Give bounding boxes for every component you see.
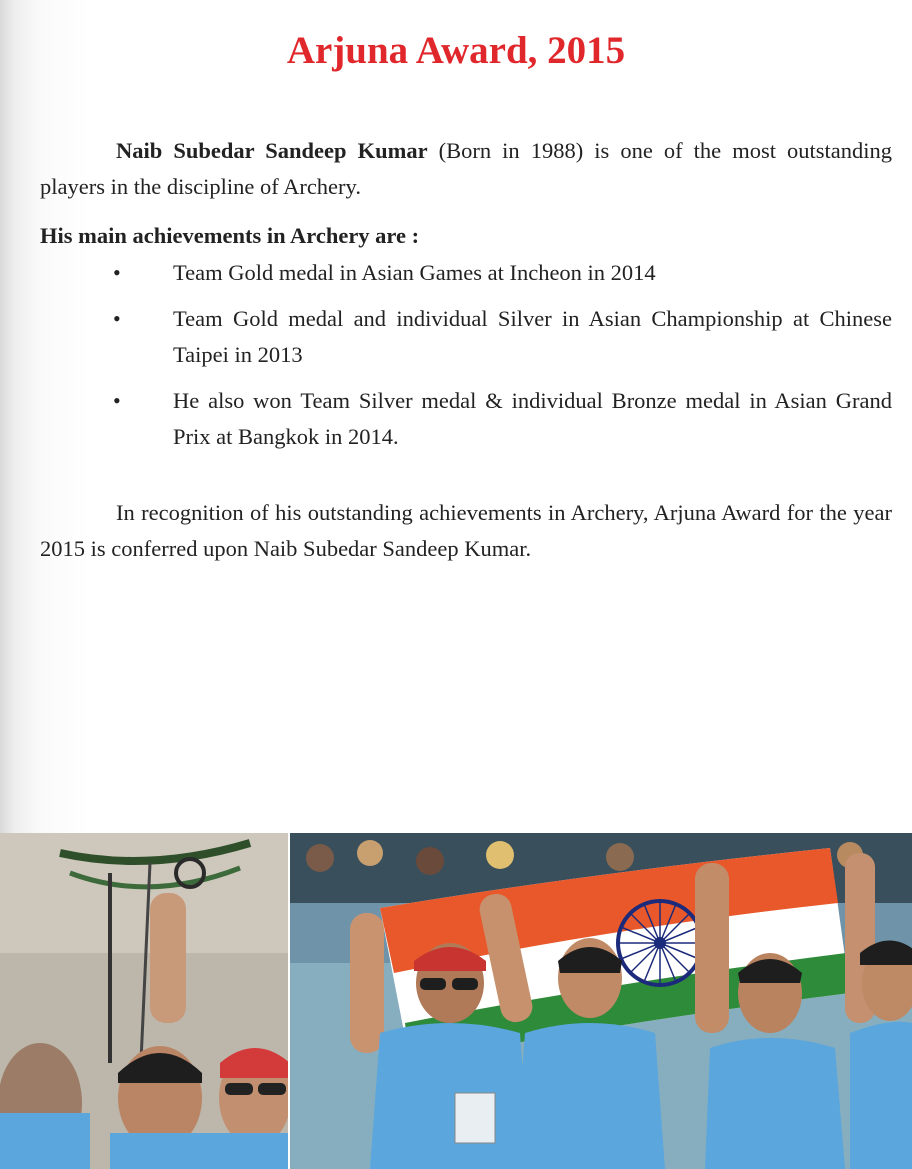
team-flag-photo <box>290 833 912 1169</box>
bullet-icon: • <box>113 306 121 331</box>
achievement-text: Team Gold medal in Asian Games at Incheon in 2014 <box>173 260 656 285</box>
team-flag-illustration <box>290 833 912 1169</box>
list-item <box>40 383 892 455</box>
list-item <box>40 301 892 373</box>
intro-paragraph <box>40 133 892 205</box>
page-title: Arjuna Award, 2015 <box>286 29 626 72</box>
achievement-text: He also won Team Silver medal & individual Bronze medal in Asian Grand Prix at Bangkok in 2014. <box>173 388 892 449</box>
bullet-icon: • <box>113 388 121 413</box>
list-item <box>40 255 892 291</box>
bullet-icon: • <box>113 260 121 285</box>
conclusion-paragraph: In recognition of his outstanding achievements in Archery, Arjuna Award for the year 2015 is conferred upon Naib Subedar Sandeep Kumar. <box>40 500 892 561</box>
archer-bow-photo <box>0 833 288 1169</box>
photo-strip <box>0 833 912 1169</box>
awardee-name: Naib Subedar Sandeep Kumar <box>116 138 428 163</box>
archer-bow-illustration <box>0 833 288 1169</box>
achievement-text: Team Gold medal and individual Silver in Asian Championship at Chinese Taipei in 2013 <box>173 306 892 367</box>
achievements-heading: His main achievements in Archery are : <box>40 223 420 248</box>
intro-text: (Born in 1988) is one of the most outstanding players in the discipline of Archery. <box>40 138 892 199</box>
achievements-list <box>40 255 892 465</box>
